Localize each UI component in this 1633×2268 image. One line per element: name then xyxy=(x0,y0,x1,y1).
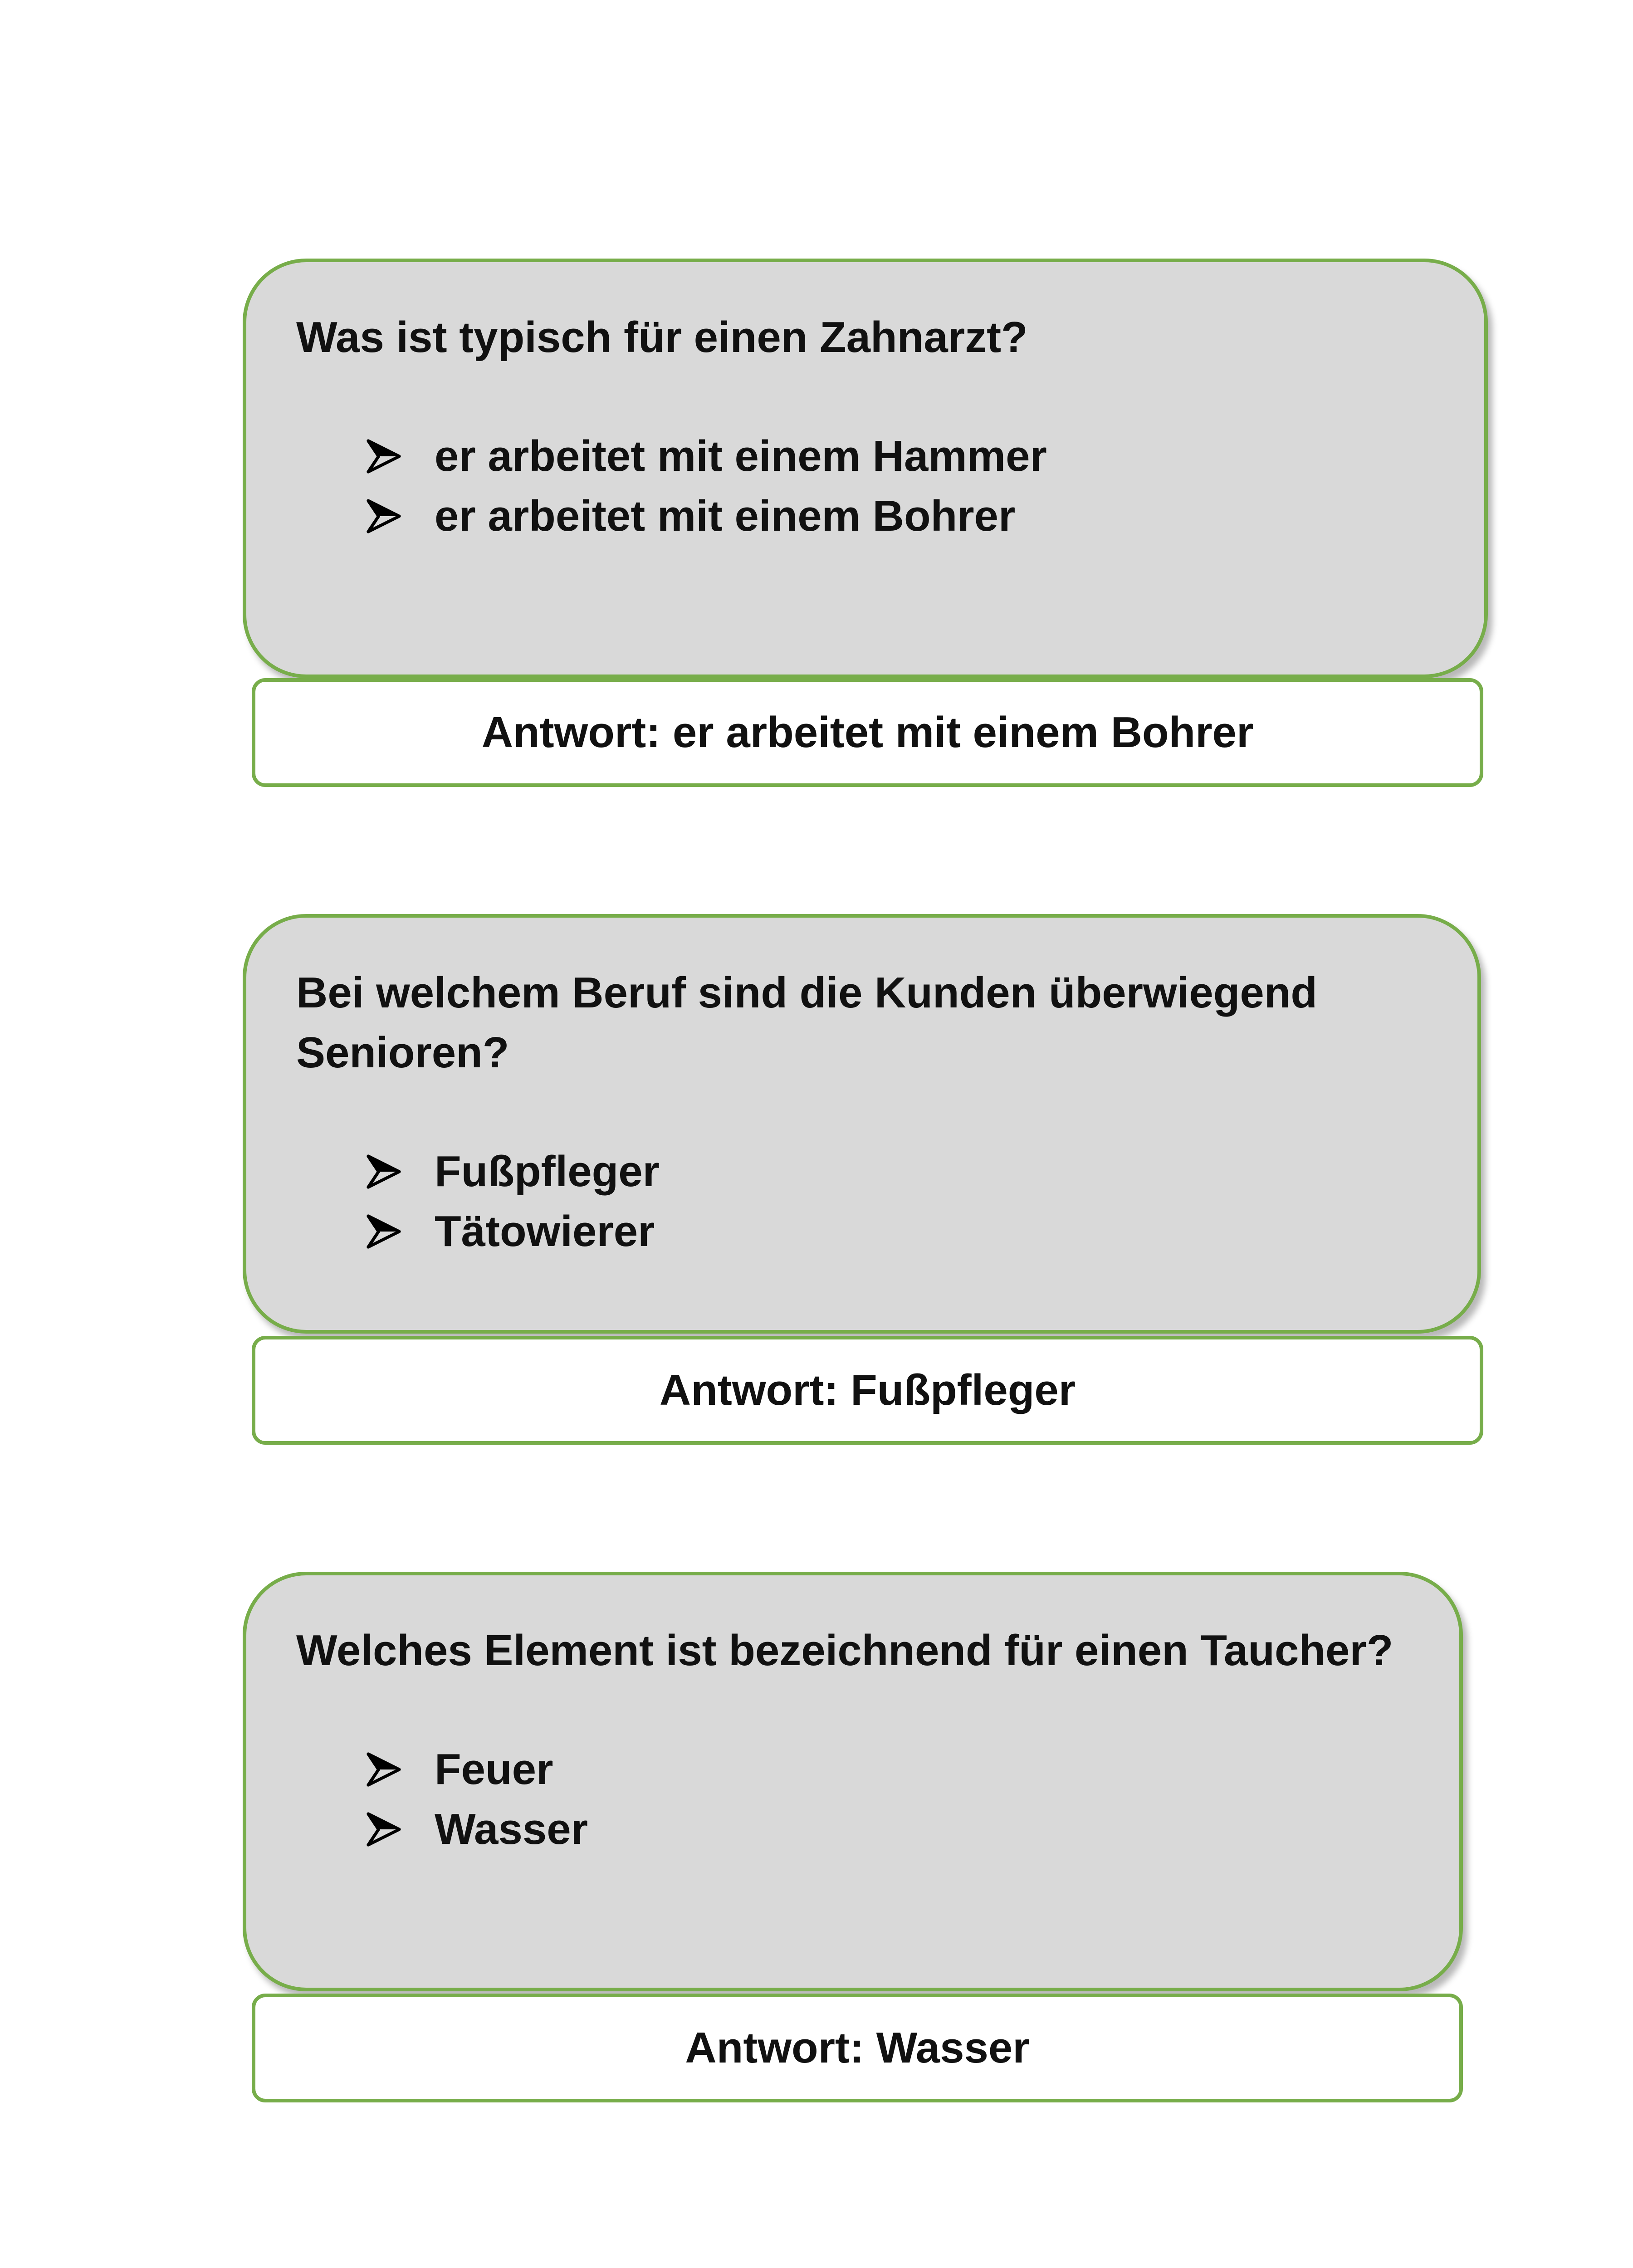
option-item xyxy=(367,426,1434,486)
option-list xyxy=(296,426,1434,546)
arrow-bullet-icon xyxy=(367,499,401,533)
option-item xyxy=(367,1142,1428,1202)
option-label: er arbeitet mit einem Bohrer xyxy=(435,492,1016,540)
option-item xyxy=(367,1202,1428,1261)
option-list xyxy=(296,1740,1409,1859)
question-text: Welches Element ist bezeichnend für einen Taucher? xyxy=(296,1626,1393,1675)
option-label: Wasser xyxy=(435,1805,588,1853)
question-card-1 xyxy=(243,259,1488,678)
option-item xyxy=(367,1740,1409,1799)
arrow-bullet-icon xyxy=(367,1752,401,1787)
option-item xyxy=(367,1799,1409,1859)
question-text: Bei welchem Beruf sind die Kunden überwiegend Senioren? xyxy=(296,968,1318,1077)
answer-box-3 xyxy=(252,1994,1463,2102)
option-label: er arbeitet mit einem Hammer xyxy=(435,432,1047,480)
answer-text: Antwort: Fußpfleger xyxy=(659,1366,1076,1414)
answer-box-2 xyxy=(252,1336,1483,1445)
answer-text: Antwort: Wasser xyxy=(685,2024,1030,2072)
question-card-3 xyxy=(243,1572,1463,1991)
option-item xyxy=(367,486,1434,546)
answer-text: Antwort: er arbeitet mit einem Bohrer xyxy=(481,708,1254,757)
question-card-2 xyxy=(243,914,1481,1334)
arrow-bullet-icon xyxy=(367,1154,401,1189)
arrow-bullet-icon xyxy=(367,1214,401,1249)
option-list xyxy=(296,1142,1428,1261)
arrow-bullet-icon xyxy=(367,1812,401,1847)
question-text: Was ist typisch für einen Zahnarzt? xyxy=(296,313,1028,362)
option-label: Feuer xyxy=(435,1745,553,1794)
option-label: Tätowierer xyxy=(435,1207,655,1256)
arrow-bullet-icon xyxy=(367,439,401,474)
option-label: Fußpfleger xyxy=(435,1147,660,1196)
answer-box-1 xyxy=(252,678,1483,787)
